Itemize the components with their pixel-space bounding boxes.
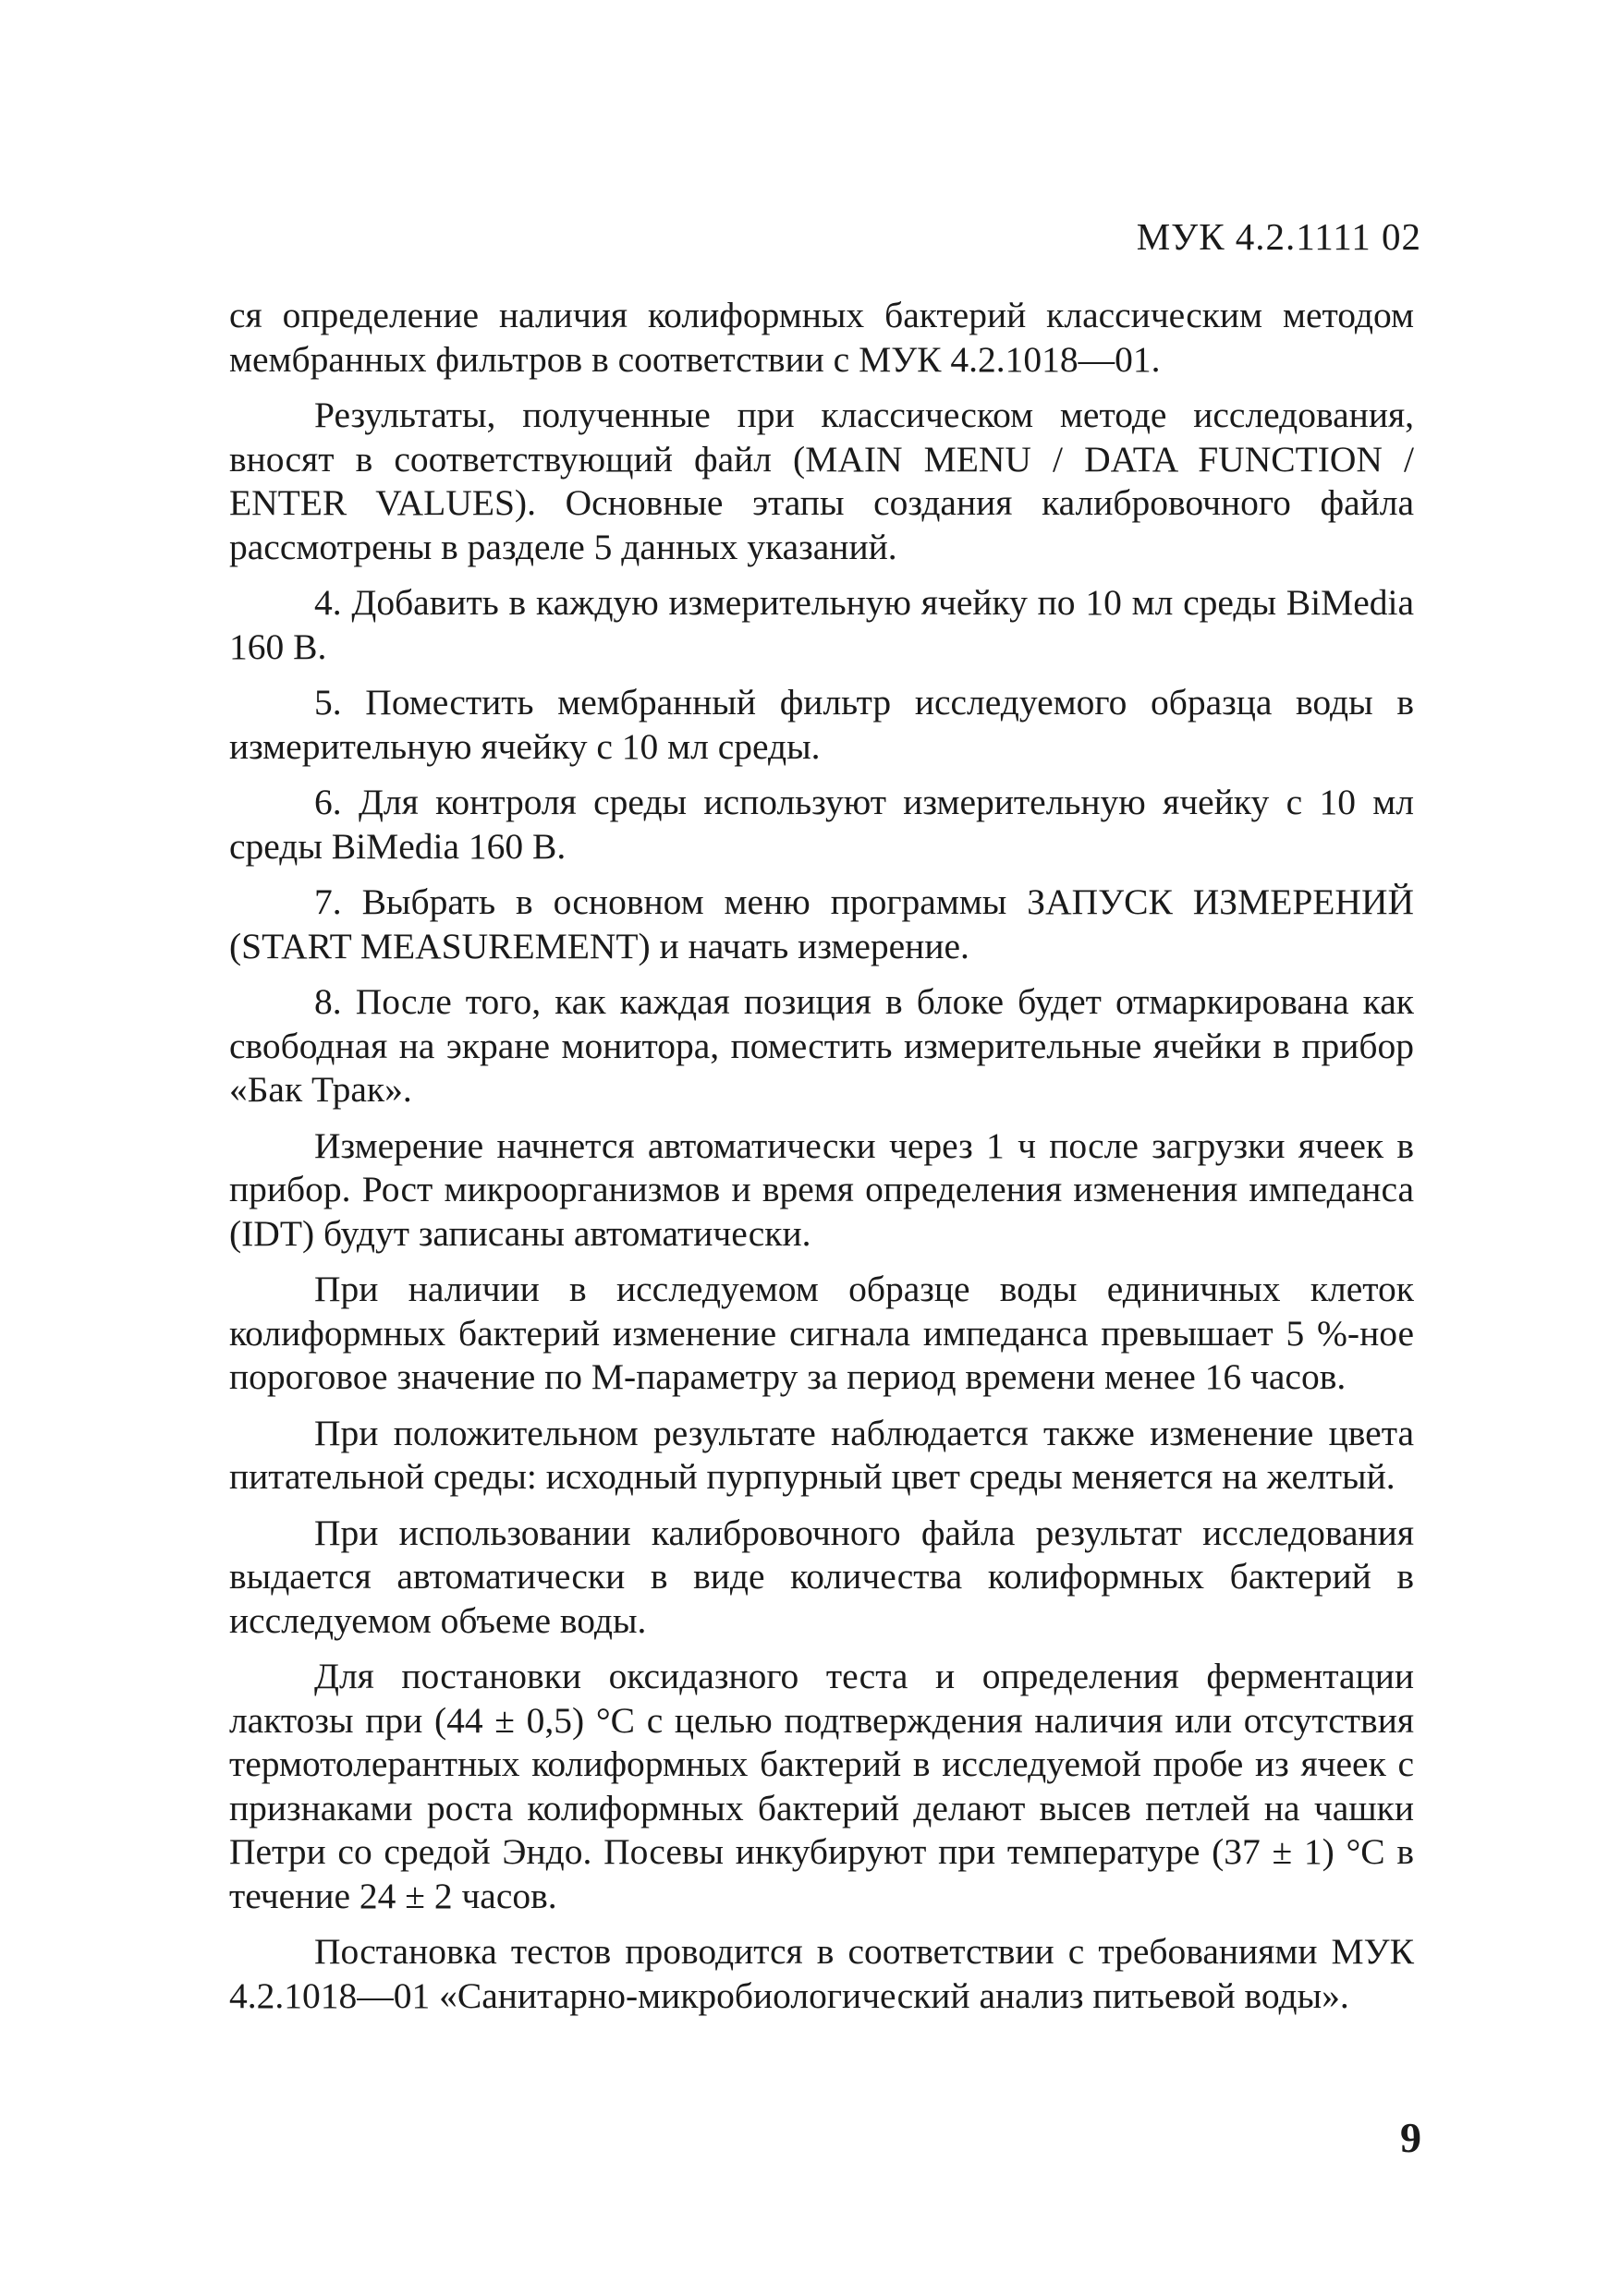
paragraph-test-standards: Постановка тестов проводится в соответствии с требованиями МУК 4.2.1018—01 «Санитарно-микробиологический анализ питьевой воды».	[229, 1931, 1414, 2016]
paragraph-results-entry: Результаты, полученные при классическом методе исследования, вносят в соответствующий файл (MAIN MENU / DATA FUNCTION / ENTER VALUES). Основные этапы создания калибровочного файла рассмотрены в разделе 5 данных указаний.	[229, 395, 1414, 567]
paragraph-calibration-result: При использовании калибровочного файла результат исследования выдается автоматически в виде количества колиформных бактерий в исследуемом объеме воды.	[229, 1512, 1414, 1641]
paragraph-continuation: ся определение наличия колиформных бактерий классическим методом мембранных фильтров в соответствии с МУК 4.2.1018—01.	[229, 295, 1414, 380]
page-number: 9	[1400, 2114, 1421, 2161]
step-6: 6. Для контроля среды используют измерительную ячейку с 10 мл среды BiMedia 160 В.	[229, 782, 1414, 867]
step-4: 4. Добавить в каждую измерительную ячейку по 10 мл среды BiMedia 160 В.	[229, 582, 1414, 667]
paragraph-measurement-start: Измерение начнется автоматически через 1 ч после загрузки ячеек в прибор. Рост микроорганизмов и время определения изменения импеданса (IDT) будут записаны автоматически.	[229, 1124, 1414, 1254]
paragraph-color-change: При положительном результате наблюдается также изменение цвета питательной среды: исходный пурпурный цвет среды меняется на желтый.	[229, 1412, 1414, 1497]
step-7: 7. Выбрать в основном меню программы ЗАПУСК ИЗМЕРЕНИЙ (START MEASUREMENT) и начать измерение.	[229, 881, 1414, 966]
step-5: 5. Поместить мембранный фильтр исследуемого образца воды в измерительную ячейку с 10 мл среды.	[229, 682, 1414, 767]
page-body	[229, 294, 1414, 2030]
step-8: 8. После того, как каждая позиция в блоке будет отмаркирована как свободная на экране монитора, поместить измерительные ячейки в прибор «Бак Трак».	[229, 981, 1414, 1110]
paragraph-oxidase-test: Для постановки оксидазного теста и определения ферментации лактозы при (44 ± 0,5) °С с целью подтверждения наличия или отсутствия термотолерантных колиформных бактерий в исследуемой пробе из ячеек с признаками роста колиформных бактерий делают высев петлей на чашки Петри со средой Эндо. Посевы инкубируют при температуре (37 ± 1) °С в течение 24 ± 2 часов.	[229, 1656, 1414, 1916]
paragraph-impedance-threshold: При наличии в исследуемом образце воды единичных клеток колиформных бактерий изменение сигнала импеданса превышает 5 %-ное пороговое значение по М-параметру за период времени менее 16 часов.	[229, 1269, 1414, 1397]
document-code-header: МУК 4.2.1111 02	[1136, 215, 1421, 258]
